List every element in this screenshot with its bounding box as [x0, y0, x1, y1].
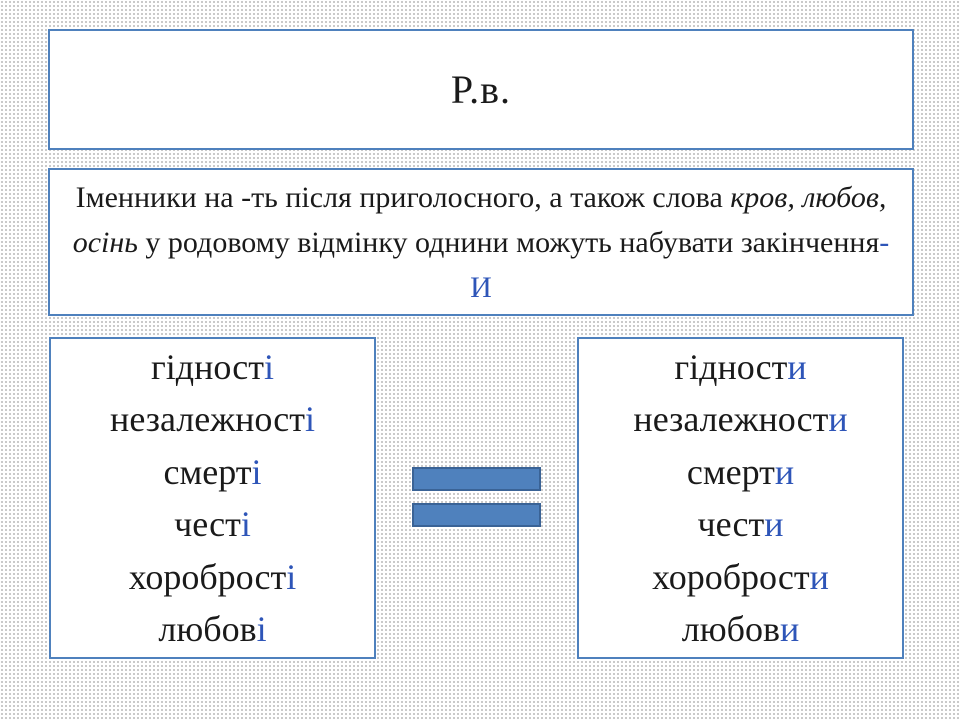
right-word	[687, 446, 794, 499]
word-base: незалежност	[633, 399, 829, 439]
left-word	[151, 341, 274, 394]
word-base: любов	[681, 609, 780, 649]
rule-text-part1: Іменники на -ть після приголосного, а також слова	[75, 180, 731, 214]
word-ending: і	[263, 346, 274, 387]
equals-sign-icon	[412, 503, 541, 527]
word-base: хороброст	[652, 556, 810, 597]
rule-ending: -И	[470, 225, 890, 304]
left-word	[163, 446, 261, 499]
word-base: смерт	[163, 451, 252, 492]
equals-sign-icon	[412, 467, 541, 491]
word-ending: и	[774, 451, 795, 492]
word-base: гідност	[674, 346, 788, 387]
slide-title: Р.в.	[450, 67, 512, 112]
rule-italic-words: кров, любов, осінь	[72, 180, 887, 259]
word-ending: и	[828, 399, 848, 439]
word-ending: і	[286, 556, 297, 597]
word-ending: и	[787, 346, 807, 387]
right-word	[698, 498, 784, 551]
word-base: чест	[697, 504, 765, 544]
title-box	[48, 29, 914, 150]
word-ending: і	[251, 451, 262, 492]
left-word	[174, 498, 251, 551]
word-ending: и	[779, 609, 800, 649]
word-ending: і	[304, 399, 315, 439]
word-ending: і	[256, 609, 267, 649]
word-ending: и	[764, 504, 784, 544]
word-ending: и	[809, 556, 829, 597]
left-word	[158, 603, 266, 656]
rule-text-part2: у родовому відмінку однини можуть набувати закінчення	[137, 225, 880, 259]
right-word	[633, 393, 847, 446]
right-word-list	[577, 337, 904, 659]
word-base: хороброст	[128, 556, 287, 597]
left-word	[129, 551, 297, 604]
left-word	[110, 393, 315, 446]
rule-text	[71, 175, 891, 310]
right-word	[682, 603, 799, 656]
word-ending: і	[240, 504, 251, 544]
word-base: незалежност	[110, 399, 305, 439]
right-word	[674, 341, 806, 394]
word-base: смерт	[686, 451, 775, 492]
rule-box	[48, 168, 914, 316]
word-base: гідност	[151, 346, 264, 387]
right-word	[652, 551, 829, 604]
word-base: любов	[158, 609, 257, 649]
word-base: чест	[174, 504, 241, 544]
left-word-list	[49, 337, 376, 659]
